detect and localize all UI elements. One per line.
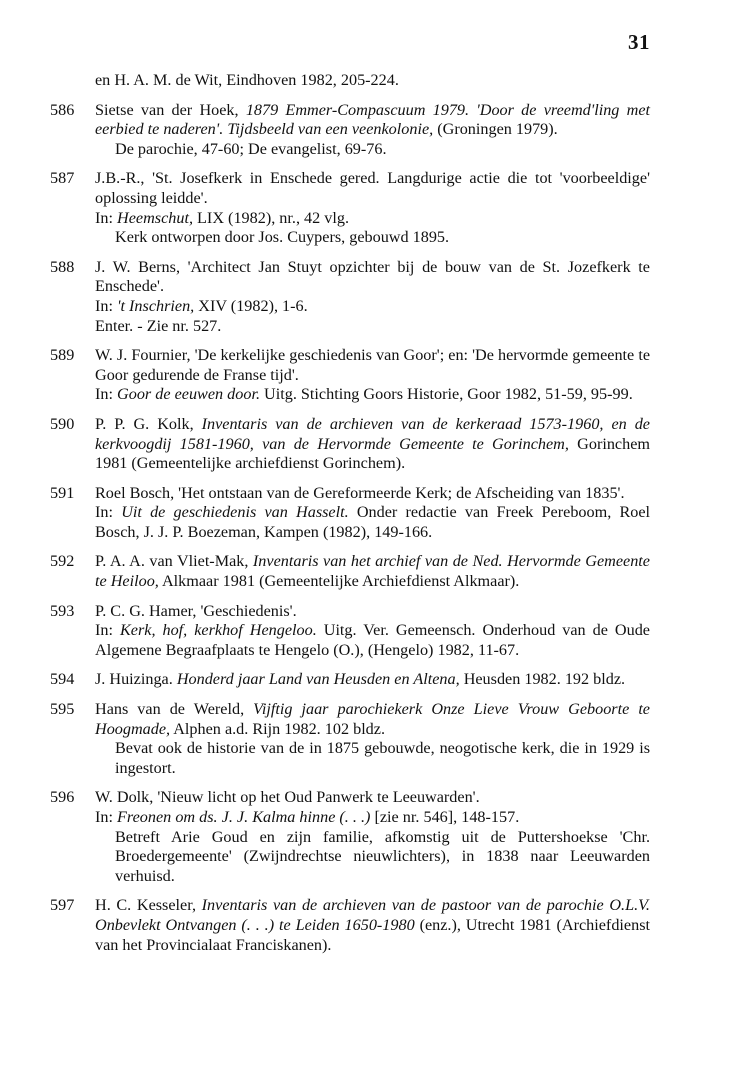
entry-text: en H. A. M. de Wit, Eindhoven 1982, 205-224.	[95, 71, 399, 89]
entry-number: 589	[50, 346, 75, 365]
entry-crossref: Enter. - Zie nr. 527.	[95, 316, 222, 335]
list-item	[50, 169, 650, 247]
entry-number: 590	[50, 414, 75, 433]
entry-citation: Roel Bosch, 'Het ontstaan van de Gereformeerde Kerk; de Afscheiding van 1835'.	[95, 483, 625, 502]
entry-citation: J. Huizinga. Honderd jaar Land van Heusden en Altena, Heusden 1982. 192 bldz.	[95, 670, 626, 689]
entry-citation: Hans van de Wereld, Vijftig jaar parochiekerk Onze Lieve Vrouw Geboorte te Hoogmade, Alphen a.d. Rijn 1982. 102 bldz.	[95, 700, 650, 738]
entry-citation: W. J. Fournier, 'De kerkelijke geschiedenis van Goor'; en: 'De hervormde gemeente te Goor gedurende de Franse tijd'.	[95, 346, 650, 384]
entry-number: 593	[50, 601, 75, 620]
entry-source: In: Heemschut, LIX (1982), nr., 42 vlg.	[95, 208, 350, 227]
entry-source: In: Kerk, hof, kerkhof Hengeloo. Uitg. Ver. Gemeensch. Onderhoud van de Oude Algemene Begraafplaats te Hengelo (O.), (Hengelo) 1982, 11-67.	[95, 621, 650, 659]
entry-note: De parochie, 47-60; De evangelist, 69-76.	[115, 139, 387, 158]
entry-number: 587	[50, 169, 75, 188]
list-item	[50, 700, 650, 778]
entry-note: Bevat ook de historie van de in 1875 gebouwde, neogotische kerk, die in 1929 is ingestort.	[115, 739, 650, 777]
entry-number: 596	[50, 788, 75, 807]
bibliography-list	[50, 71, 650, 965]
entry-citation: P. A. A. van Vliet-Mak, Inventaris van het archief van de Ned. Hervormde Gemeente te Heiloo, Alkmaar 1981 (Gemeentelijke Archiefdienst Alkmaar).	[95, 552, 650, 591]
list-item	[50, 788, 650, 886]
list-item	[50, 896, 650, 955]
entry-citation: P. P. G. Kolk, Inventaris van de archieven van de kerkeraad 1573-1960, en de kerkvoogdij 1581-1960, van de Hervormde Gemeente te Gorinchem, Gorinchem 1981 (Gemeentelijke archiefdienst Gorinchem).	[95, 414, 650, 473]
entry-citation: J.B.-R., 'St. Josefkerk in Enschede gered. Langdurige actie die tot 'voorbeeldige' oplossing leidde'.	[95, 169, 650, 207]
entry-source: In: Goor de eeuwen door. Uitg. Stichting Goors Historie, Goor 1982, 51-59, 95-99.	[95, 385, 633, 404]
list-item	[50, 101, 650, 160]
list-item	[50, 415, 650, 474]
entry-citation: W. Dolk, 'Nieuw licht op het Oud Panwerk te Leeuwarden'.	[95, 788, 480, 807]
entry-number: 586	[50, 100, 75, 119]
entry-number: 591	[50, 483, 75, 502]
entry-number: 588	[50, 257, 75, 276]
entry-source: In: 't Inschrien, XIV (1982), 1-6.	[95, 296, 308, 315]
entry-citation: J. W. Berns, 'Architect Jan Stuyt opzichter bij de bouw van de St. Jozefkerk te Enschede'.	[95, 257, 650, 296]
entry-citation: P. C. G. Hamer, 'Geschiedenis'.	[95, 601, 297, 620]
entry-number: 597	[50, 896, 75, 915]
entry-note: Kerk ontworpen door Jos. Cuypers, gebouwd 1895.	[115, 228, 450, 247]
list-item	[50, 346, 650, 405]
entry-number: 594	[50, 670, 75, 689]
entry-source: In: Uit de geschiedenis van Hasselt. Onder redactie van Freek Pereboom, Roel Bosch, J. J. P. Boezeman, Kampen (1982), 149-166.	[95, 503, 651, 541]
list-item	[50, 484, 650, 543]
list-item	[50, 71, 650, 91]
entry-source: In: Freonen om ds. J. J. Kalma hinne (. . .) [zie nr. 546], 148-157.	[95, 808, 520, 826]
list-item	[50, 602, 650, 661]
page-number: 31	[628, 30, 650, 54]
entry-number: 592	[50, 552, 75, 571]
entry-note: Betreft Arie Goud en zijn familie, afkomstig uit de Puttershoekse 'Chr. Broedergemeente' (Zwijndrechtse nieuwlichters), in 1838 naar Leeuwarden verhuisd.	[115, 827, 650, 885]
entry-number	[50, 71, 95, 91]
list-item	[50, 670, 650, 690]
entry-citation: Sietse van der Hoek, 1879 Emmer-Compascuum 1979. 'Door de vreemd'ling met eerbied te naderen'. Tijdsbeeld van een veenkolonie, (Groningen 1979).	[95, 100, 651, 139]
entry-citation: H. C. Kesseler, Inventaris van de archieven van de pastoor van de parochie O.L.V. Onbevlekt Ontvangen (. . .) te Leiden 1650-1980 (enz.), Utrecht 1981 (Archiefdienst van het Provincialaat Franciskanen).	[95, 896, 650, 954]
entry-number: 595	[50, 700, 75, 719]
list-item	[50, 258, 650, 336]
list-item	[50, 552, 650, 591]
